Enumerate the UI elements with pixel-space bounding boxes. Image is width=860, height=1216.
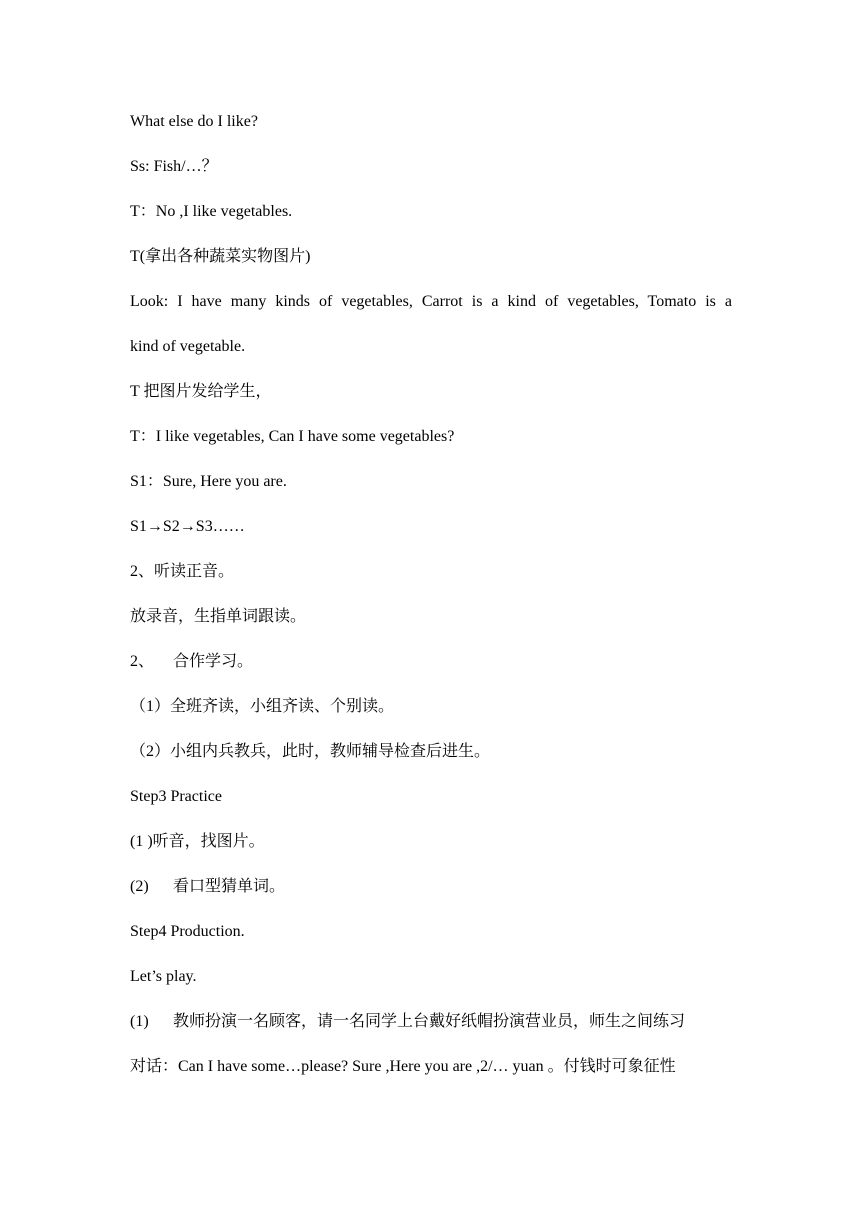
text-line: T：I like vegetables, Can I have some vegetables? bbox=[130, 428, 455, 445]
text-line: S1：Sure, Here you are. bbox=[130, 473, 287, 490]
text-line: Look: I have many kinds of vegetables, Carrot is a kind of vegetables, Tomato is a bbox=[130, 293, 732, 310]
text-line: T(拿出各种蔬菜实物图片) bbox=[130, 248, 311, 265]
text-line: T：No ,I like vegetables. bbox=[130, 203, 293, 220]
text-line: Ss: Fish/…？ bbox=[130, 158, 218, 175]
text-line: 放录音，生指单词跟读。 bbox=[130, 608, 307, 625]
list-number: (2) bbox=[130, 878, 149, 895]
list-text: 看口型猜单词。 bbox=[173, 878, 286, 895]
text-line: T 把图片发给学生， bbox=[130, 383, 272, 400]
text-line: (1 )听音，找图片。 bbox=[130, 833, 265, 850]
text-line: （1）全班齐读，小组齐读、个别读。 bbox=[130, 698, 395, 715]
text-line bbox=[130, 1012, 732, 1032]
text-line: 2、听读正音。 bbox=[130, 563, 235, 580]
text-line bbox=[130, 877, 732, 897]
text-line: （2）小组内兵教兵，此时，教师辅导检查后进生。 bbox=[130, 743, 491, 760]
text-line: Let’s play. bbox=[130, 968, 197, 985]
text-line: Step4 Production. bbox=[130, 923, 245, 940]
list-number: 2、 bbox=[130, 653, 155, 670]
text-line: kind of vegetable. bbox=[130, 338, 246, 355]
document-body bbox=[130, 112, 732, 1102]
list-text: 合作学习。 bbox=[173, 653, 254, 670]
list-number: (1) bbox=[130, 1013, 149, 1030]
text-line bbox=[130, 652, 732, 672]
text-line: What else do I like? bbox=[130, 113, 258, 130]
list-text: 教师扮演一名顾客，请一名同学上台戴好纸帽扮演营业员，师生之间练习 bbox=[173, 1013, 686, 1030]
text-line: 对话：Can I have some…please? Sure ,Here you are ,2/… yuan 。付钱时可象征性 bbox=[130, 1058, 676, 1075]
text-line: S1→S2→S3…… bbox=[130, 518, 245, 535]
text-line: Step3 Practice bbox=[130, 788, 222, 805]
